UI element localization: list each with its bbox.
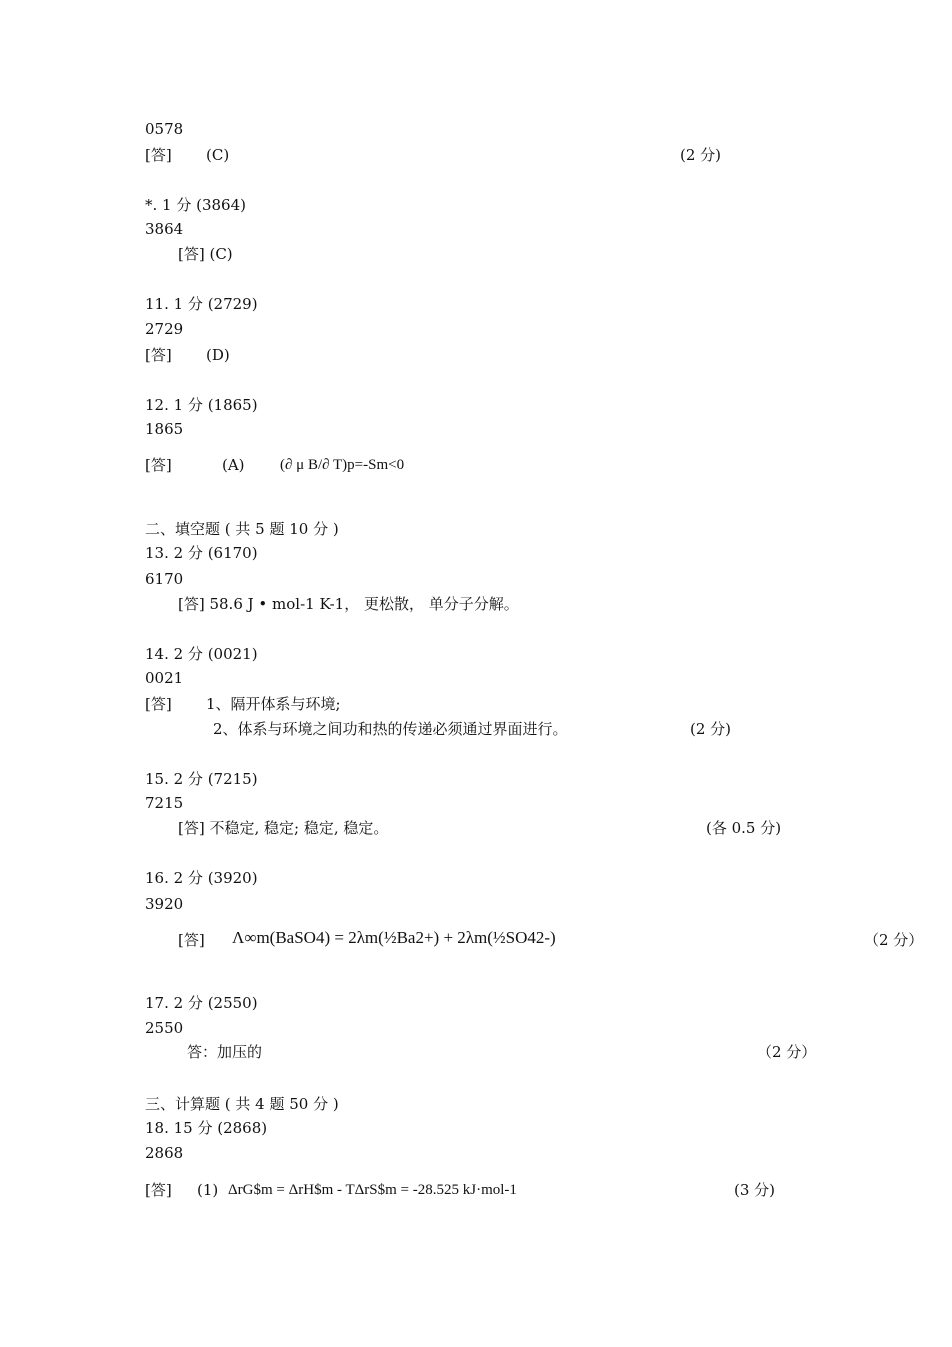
question-code: 1865 (145, 420, 184, 438)
question-header: 11. 1 分 (2729) (145, 295, 258, 313)
part-number: (1) (197, 1181, 219, 1199)
question-header: 17. 2 分 (2550) (145, 994, 258, 1012)
points: (各 0.5 分) (706, 819, 782, 837)
points: （2 分） (757, 1043, 817, 1061)
answer-label: [答] (145, 695, 172, 713)
formula-gibbs-energy: ΔrG$m = ΔrH$m - TΔrS$m = -28.525 kJ·mol-1 (228, 1182, 517, 1198)
question-header: 18. 15 分 (2868) (145, 1119, 268, 1137)
answer-text: [答] (C) (178, 245, 233, 263)
answer-text: [答] 58.6 J • mol-1 K-1， 更松散， 单分子分解。 (178, 595, 519, 613)
question-code: 7215 (145, 794, 184, 812)
question-header: 12. 1 分 (1865) (145, 396, 258, 414)
answer-text: 1、隔开体系与环境; (206, 695, 341, 713)
formula-molar-conductivity: Λ∞m(BaSO4) = 2λm(½Ba2+) + 2λm(½SO42-) (232, 928, 556, 947)
question-header: 14. 2 分 (0021) (145, 645, 258, 663)
answer-choice: (A) (222, 456, 245, 474)
question-header: 13. 2 分 (6170) (145, 544, 258, 562)
question-code: 3920 (145, 895, 184, 913)
section-title: 二、填空题 ( 共 5 题 10 分 ) (145, 520, 339, 538)
answer-label: [答] (145, 146, 172, 164)
question-code: 2868 (145, 1144, 184, 1162)
question-code: 2729 (145, 320, 184, 338)
answer-text: 答：加压的 (187, 1043, 263, 1061)
answer-text: [答] 不稳定, 稳定; 稳定, 稳定。 (178, 819, 389, 837)
question-header: *. 1 分 (3864) (145, 196, 246, 214)
question-code: 0578 (145, 120, 184, 138)
answer-label: [答] (178, 931, 205, 949)
answer-choice: (D) (206, 346, 230, 364)
answer-label: [答] (145, 456, 172, 474)
question-header: 16. 2 分 (3920) (145, 869, 258, 887)
question-code: 6170 (145, 570, 184, 588)
answer-choice: (C) (206, 146, 230, 164)
points: (2 分) (690, 720, 732, 738)
formula-partial-derivative: (∂ μ B/∂ T)p=-Sm<0 (280, 457, 405, 473)
points: （2 分） (864, 931, 924, 949)
question-code: 0021 (145, 669, 184, 687)
answer-label: [答] (145, 1181, 172, 1199)
answer-text: 2、体系与环境之间功和热的传递必须通过界面进行。 (213, 720, 568, 738)
points: (2 分) (680, 146, 722, 164)
question-code: 2550 (145, 1019, 184, 1037)
question-header: 15. 2 分 (7215) (145, 770, 258, 788)
answer-label: [答] (145, 346, 172, 364)
question-code: 3864 (145, 220, 184, 238)
section-title: 三、计算题 ( 共 4 题 50 分 ) (145, 1095, 339, 1113)
points: (3 分) (734, 1181, 776, 1199)
